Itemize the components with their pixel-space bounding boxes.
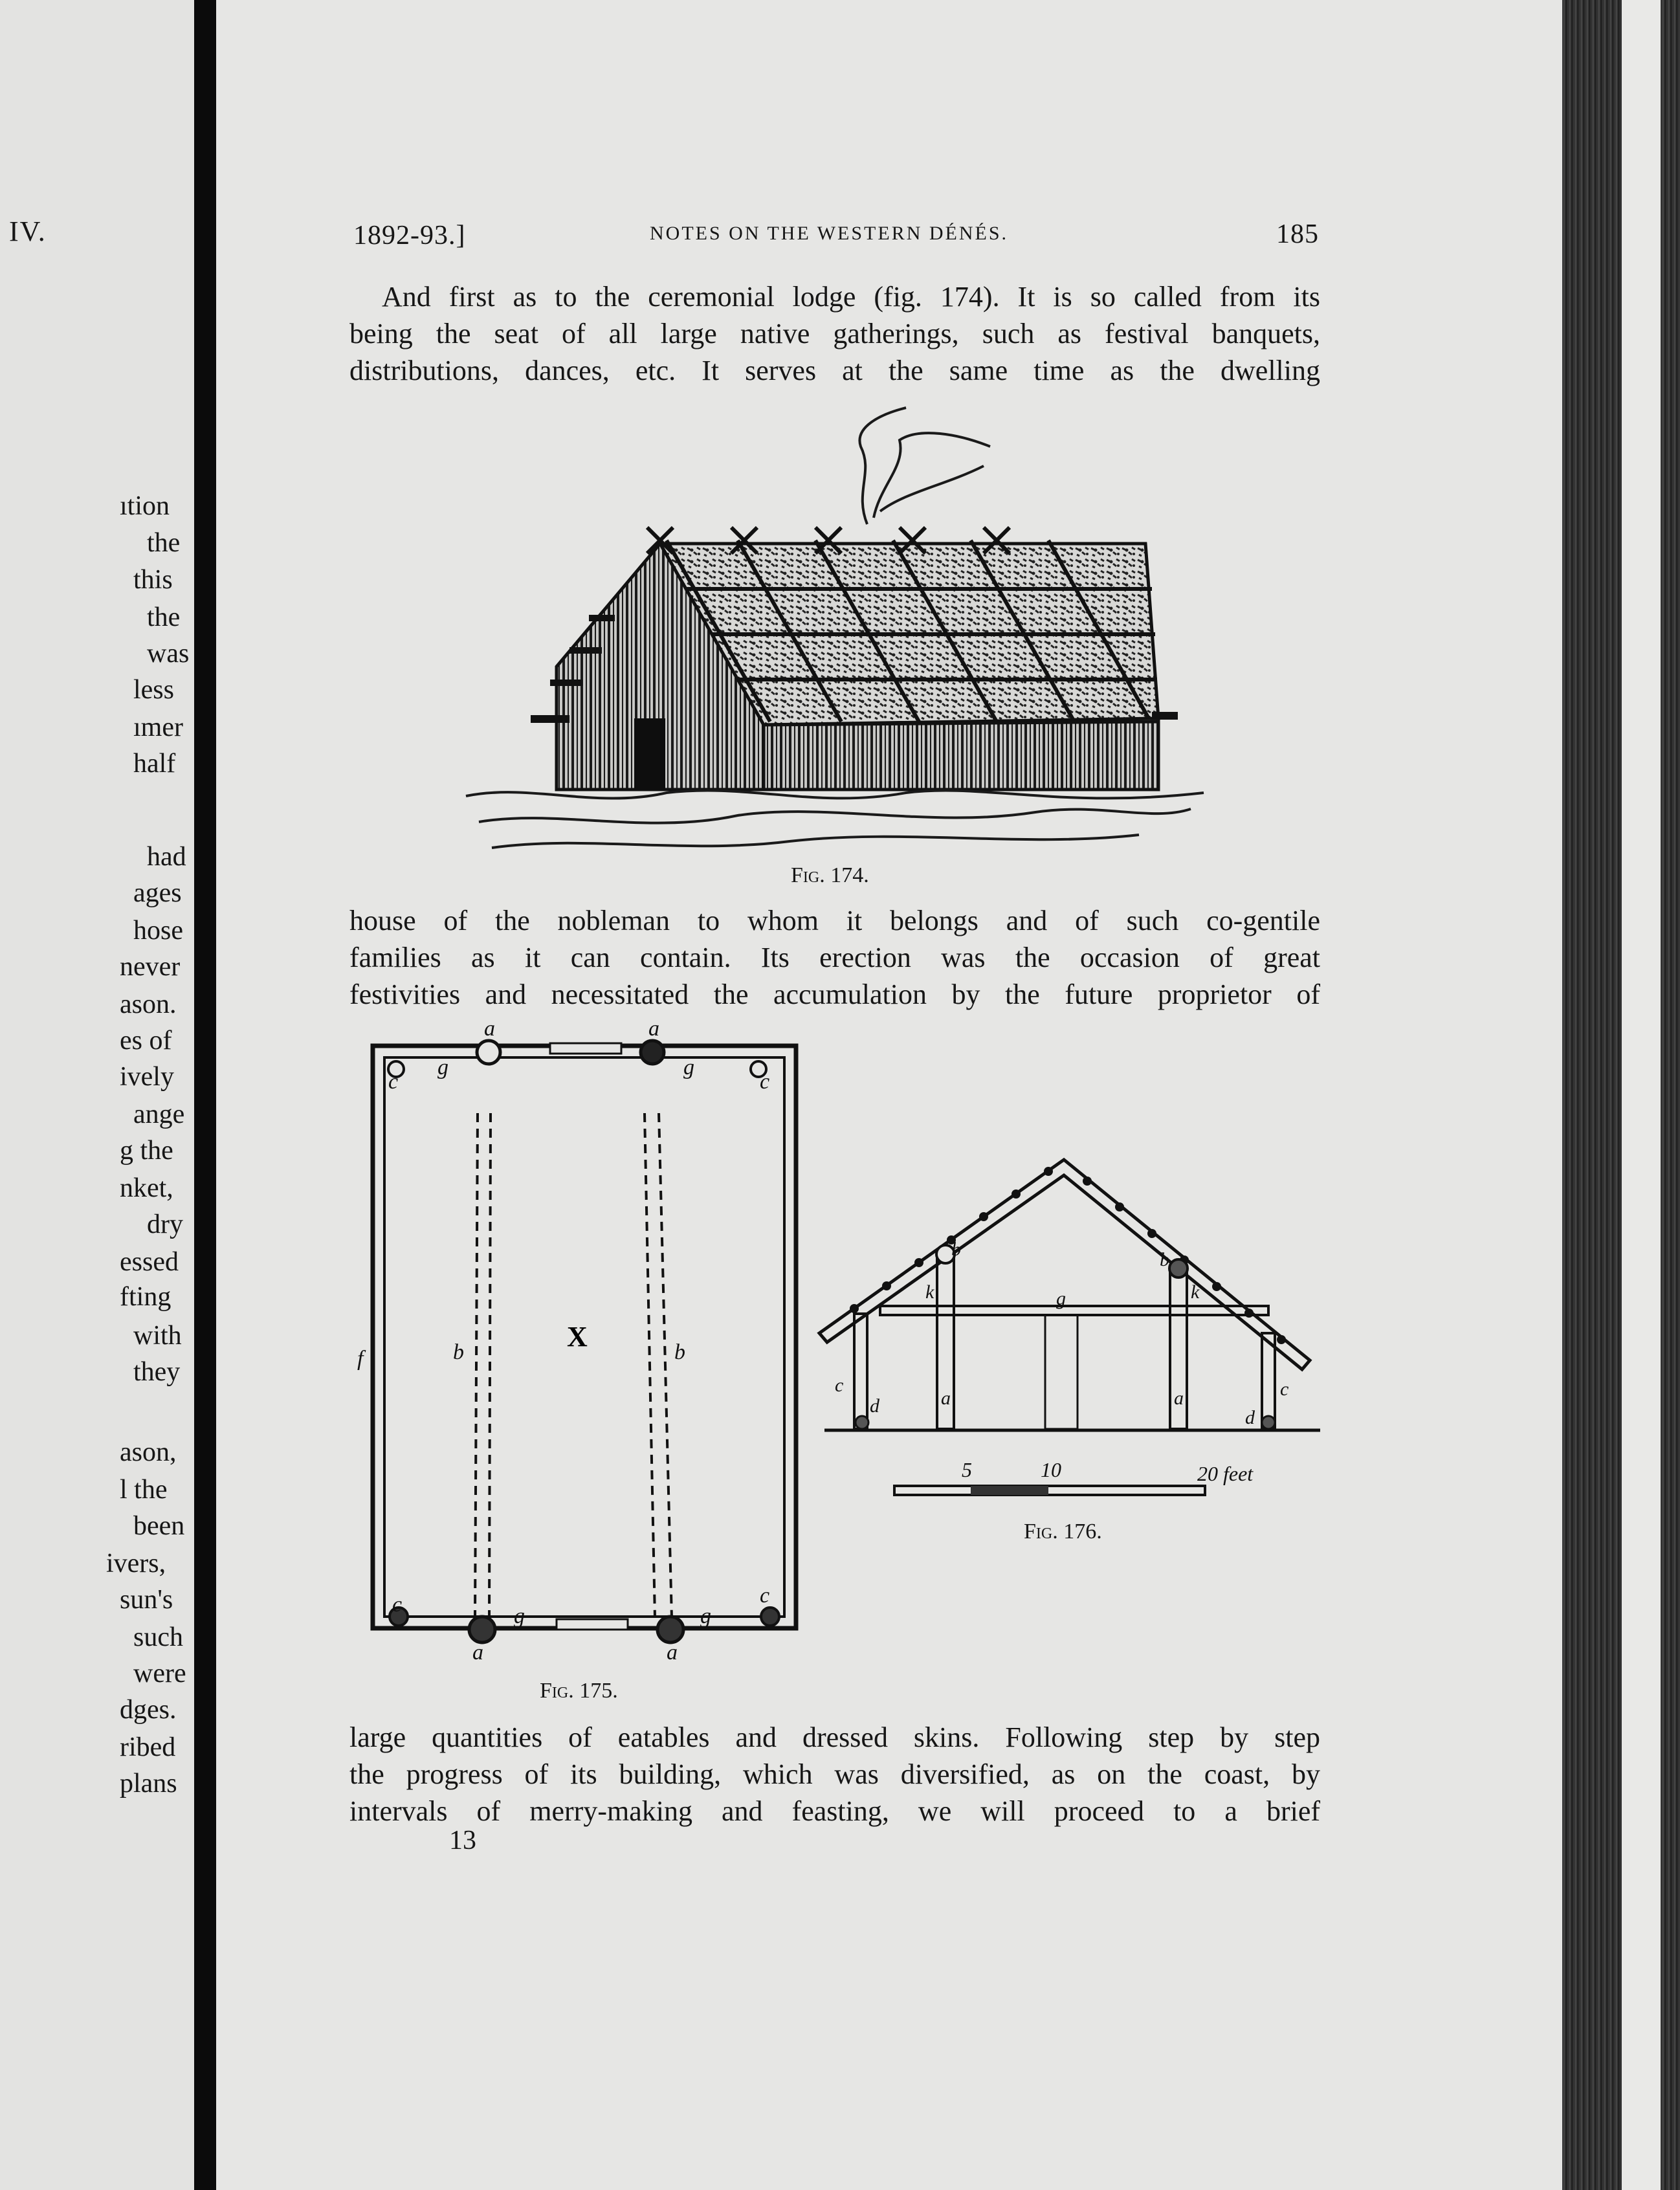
- signature-mark: 13: [449, 1826, 476, 1855]
- label-a: a: [472, 1641, 483, 1665]
- facing-page-line: l the: [120, 1475, 168, 1505]
- facing-page-line: they: [133, 1357, 181, 1387]
- facing-page-line: plans: [120, 1769, 177, 1798]
- label-a: a: [648, 1017, 659, 1041]
- facing-page-line: ıtion: [120, 491, 170, 521]
- label-b: b: [674, 1340, 685, 1364]
- book-gutter: [194, 0, 216, 2190]
- scale-mark-20: 20 feet: [1197, 1462, 1254, 1485]
- header-year: 1892-93.]: [353, 221, 466, 250]
- facing-page-line: fting: [120, 1282, 171, 1312]
- label-c: c: [835, 1375, 844, 1396]
- label-a: a: [941, 1388, 951, 1409]
- label-d: d: [870, 1395, 879, 1417]
- facing-page-line: was: [147, 639, 190, 669]
- label-a: a: [1174, 1388, 1184, 1409]
- label-g: g: [437, 1056, 448, 1079]
- facing-page-line: sun's: [120, 1585, 173, 1615]
- facing-page-line: less: [133, 675, 174, 705]
- facing-page-line: ason.: [120, 990, 177, 1019]
- facing-page-line: with: [133, 1321, 182, 1351]
- text-line: house of the nobleman to whom it belongs and of such co-gentile: [349, 905, 1320, 936]
- scale-mark-10: 10: [1041, 1458, 1061, 1481]
- facing-page-line: ages: [133, 878, 182, 908]
- label-b: b: [951, 1239, 961, 1260]
- lodge-illustration: [453, 395, 1217, 861]
- facing-page-line: nket,: [120, 1173, 173, 1203]
- label-g: g: [514, 1604, 525, 1628]
- label-k: k: [1191, 1281, 1200, 1303]
- label-c: c: [1280, 1378, 1289, 1400]
- label-a: a: [667, 1641, 678, 1665]
- label-k: k: [925, 1281, 934, 1303]
- facing-page-line: ivers,: [106, 1549, 166, 1578]
- chapter-mark: IV.: [9, 216, 47, 247]
- facing-page-line: were: [133, 1659, 186, 1688]
- facing-page-line: ange: [133, 1100, 185, 1129]
- fig175-caption: Fig. 175.: [540, 1679, 618, 1703]
- facing-page-line: ason,: [120, 1437, 177, 1467]
- page-edges: [1562, 0, 1680, 2190]
- fig176-caption: Fig. 176.: [1024, 1520, 1102, 1543]
- text-line: being the seat of all large native gatherings, such as festival banquets,: [349, 318, 1320, 349]
- facing-page-line: g the: [120, 1136, 173, 1166]
- facing-page-line: essed: [120, 1247, 179, 1277]
- label-d: d: [1245, 1407, 1255, 1428]
- label-b: b: [453, 1340, 464, 1364]
- text-line: And first as to the ceremonial lodge (fig. 174). It is so called from its: [382, 281, 1320, 313]
- text-line: large quantities of eatables and dressed skins. Following step by step: [349, 1721, 1320, 1753]
- facing-page-line: such: [133, 1622, 183, 1652]
- running-title: NOTES ON THE WESTERN DÉNÉS.: [650, 223, 1009, 244]
- facing-page-line: the: [147, 528, 181, 558]
- facing-page-line: been: [133, 1511, 185, 1541]
- facing-page-line: ively: [120, 1062, 174, 1092]
- label-b: b: [1160, 1249, 1169, 1270]
- facing-page-line: es of: [120, 1026, 172, 1056]
- text-line: families as it can contain. Its erection was the occasion of great: [349, 942, 1320, 973]
- facing-page: [0, 0, 194, 2190]
- facing-page-line: dges.: [120, 1695, 177, 1725]
- facing-page-line: the: [147, 603, 181, 632]
- label-a: a: [484, 1017, 495, 1041]
- page-number: 185: [1276, 219, 1319, 249]
- label-g: g: [700, 1604, 711, 1628]
- label-c: c: [388, 1070, 399, 1094]
- label-c: c: [760, 1070, 770, 1094]
- facing-page-line: this: [133, 565, 173, 595]
- facing-page-line: ımer: [133, 713, 183, 742]
- text-line: intervals of merry-making and feasting, we will proceed to a brief: [349, 1795, 1320, 1827]
- label-f: f: [357, 1347, 364, 1371]
- text-line: distributions, dances, etc. It serves at the same time as the dwelling: [349, 355, 1320, 386]
- floor-plan-diagram: [357, 1016, 815, 1665]
- facing-page-line: had: [147, 842, 186, 872]
- text-line: the progress of its building, which was diversified, as on the coast, by: [349, 1758, 1320, 1790]
- label-c: c: [392, 1593, 403, 1617]
- center-mark: X: [567, 1321, 588, 1353]
- facing-page-line: hose: [133, 916, 183, 946]
- scale-mark-5: 5: [962, 1458, 972, 1481]
- fig174-caption: Fig. 174.: [791, 863, 869, 887]
- label-g: g: [683, 1056, 694, 1079]
- facing-page-line: never: [120, 952, 181, 982]
- scale-bar: [893, 1452, 1281, 1504]
- text-line: festivities and necessitated the accumulation by the future proprietor of: [349, 979, 1320, 1010]
- facing-page-line: ribed: [120, 1732, 176, 1762]
- label-c: c: [760, 1584, 770, 1608]
- facing-page-line: half: [133, 749, 176, 779]
- facing-page-line: dry: [147, 1210, 183, 1239]
- label-g: g: [1056, 1288, 1066, 1309]
